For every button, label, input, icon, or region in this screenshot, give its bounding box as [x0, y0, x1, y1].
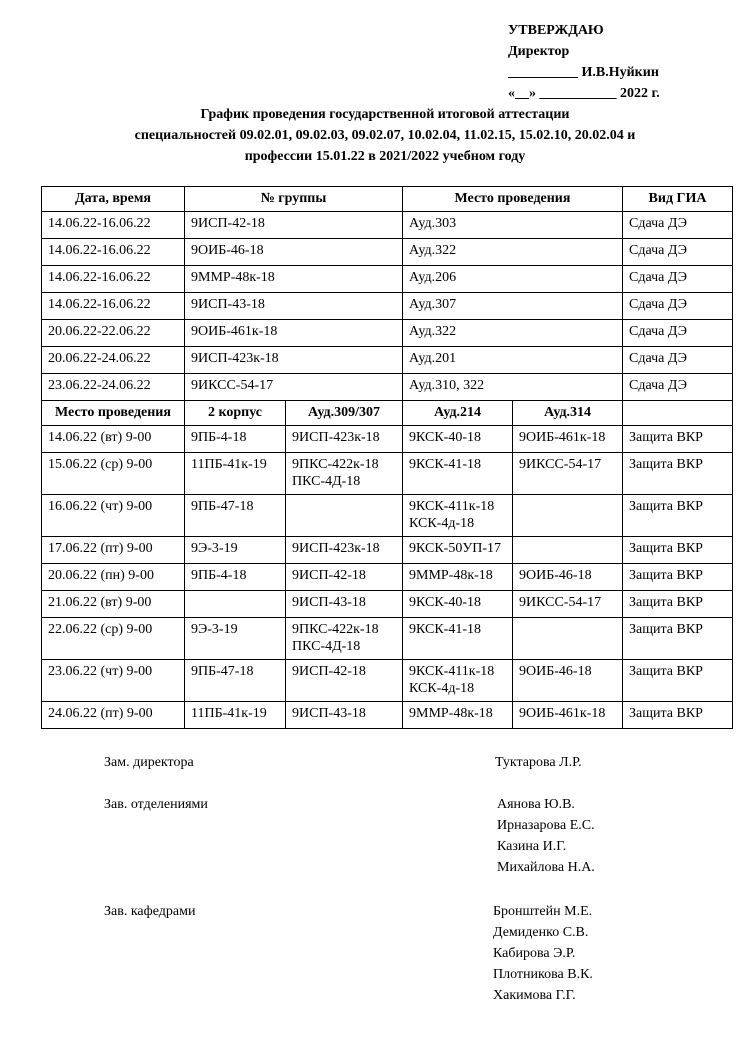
defense-table-body: [42, 401, 733, 729]
defense-type: Защита ВКР: [623, 453, 733, 495]
defense-row: [42, 660, 733, 702]
room-314-groups: [513, 702, 623, 729]
room-314-groups-line: 9ОИБ-461к-18: [519, 430, 606, 445]
exam-group: 9ИСП-423к-18: [185, 347, 403, 374]
building-2-groups: [185, 495, 286, 537]
dept-head-name: Ирназарова Е.С.: [497, 818, 595, 833]
exam-row: [42, 212, 733, 239]
exam-group: 9ОИБ-46-18: [185, 239, 403, 266]
deputy-name: Туктарова Л.Р.: [495, 755, 582, 770]
building-2-groups: [185, 537, 286, 564]
room-214-groups-line: 9КСК-50УП-17: [409, 541, 502, 556]
exam-type: Сдача ДЭ: [623, 374, 733, 401]
exam-row: [42, 374, 733, 401]
exam-group: 9ИСП-43-18: [185, 293, 403, 320]
exam-group: 9ИКСС-54-17: [185, 374, 403, 401]
defense-type: Защита ВКР: [623, 591, 733, 618]
room-309-groups-line: 9ИСП-423к-18: [292, 541, 380, 556]
building-2-groups-line: 11ПБ-41к-19: [191, 706, 267, 721]
approval-block: [508, 20, 738, 104]
exam-group: 9ИСП-42-18: [185, 212, 403, 239]
header-room-314: Ауд.314: [513, 401, 623, 426]
room-309-groups-line: 9ИСП-43-18: [292, 595, 366, 610]
exam-place: Ауд.322: [403, 239, 623, 266]
building-2-groups-line: 9ПБ-4-18: [191, 568, 247, 583]
exam-group: 9ММР-48к-18: [185, 266, 403, 293]
header-empty: [623, 401, 733, 426]
deputy-label: Зам. директора: [104, 755, 194, 770]
dept-head-name: Аянова Ю.В.: [497, 797, 575, 812]
building-2-groups: [185, 702, 286, 729]
room-314-groups-line: 9ИКСС-54-17: [519, 457, 602, 472]
exam-date: 14.06.22-16.06.22: [42, 293, 185, 320]
room-309-groups-line: ПКС-4Д-18: [292, 474, 361, 489]
exam-date: 23.06.22-24.06.22: [42, 374, 185, 401]
room-314-groups: [513, 537, 623, 564]
building-2-groups: [185, 618, 286, 660]
room-214-groups: [403, 495, 513, 537]
defense-row: [42, 495, 733, 537]
room-314-groups: [513, 591, 623, 618]
room-309-groups-line: 9ИСП-43-18: [292, 706, 366, 721]
defense-date: 24.06.22 (пт) 9-00: [42, 702, 185, 729]
title-line-3: профессии 15.01.22 в 2021/2022 учебном году: [244, 149, 526, 164]
room-314-groups-line: 9ОИБ-46-18: [519, 664, 592, 679]
room-214-groups: [403, 702, 513, 729]
room-309-groups-line: 9ИСП-423к-18: [292, 430, 380, 445]
defense-row: [42, 453, 733, 495]
defense-date: 23.06.22 (чт) 9-00: [42, 660, 185, 702]
room-214-groups-line: 9КСК-40-18: [409, 430, 481, 445]
building-2-groups: [185, 660, 286, 702]
room-214-groups: [403, 591, 513, 618]
approval-signature-line: __________ И.В.Нуйкин: [508, 65, 659, 80]
chairs-names: [493, 901, 593, 1006]
exam-type: Сдача ДЭ: [623, 347, 733, 374]
exam-place: Ауд.307: [403, 293, 623, 320]
room-309-groups: [286, 564, 403, 591]
building-2-groups: [185, 591, 286, 618]
room-214-groups-line: 9КСК-411к-18: [409, 664, 495, 679]
room-309-groups: [286, 660, 403, 702]
approval-date-line: «__» ___________ 2022 г.: [508, 86, 660, 101]
exam-type: Сдача ДЭ: [623, 266, 733, 293]
room-309-groups: [286, 453, 403, 495]
room-309-groups: [286, 537, 403, 564]
room-214-groups-line: КСК-4д-18: [409, 516, 475, 531]
depts-names: [497, 794, 595, 878]
building-2-groups: [185, 564, 286, 591]
exam-place: Ауд.206: [403, 266, 623, 293]
defense-date: 22.06.22 (ср) 9-00: [42, 618, 185, 660]
header-building: 2 корпус: [185, 401, 286, 426]
room-309-groups: [286, 591, 403, 618]
exam-row: [42, 239, 733, 266]
exam-date: 14.06.22-16.06.22: [42, 212, 185, 239]
defense-row: [42, 702, 733, 729]
exam-date: 20.06.22-24.06.22: [42, 347, 185, 374]
room-309-groups-line: 9ПКС-422к-18: [292, 457, 379, 472]
defense-type: Защита ВКР: [623, 426, 733, 453]
title-line-2: специальностей 09.02.01, 09.02.03, 09.02.07, 10.02.04, 11.02.15, 15.02.10, 20.02.04 и: [134, 128, 636, 143]
dept-head-name: Михайлова Н.А.: [497, 860, 595, 875]
room-314-groups: [513, 618, 623, 660]
room-314-groups-line: 9ОИБ-461к-18: [519, 706, 606, 721]
title-line-1: График проведения государственной итоговой аттестации: [200, 107, 570, 122]
defense-row: [42, 537, 733, 564]
defense-date: 16.06.22 (чт) 9-00: [42, 495, 185, 537]
building-2-groups: [185, 453, 286, 495]
defense-date: 21.06.22 (вт) 9-00: [42, 591, 185, 618]
deputy-names: [495, 752, 582, 773]
defense-type: Защита ВКР: [623, 564, 733, 591]
chairs-label: Зав. кафедрами: [104, 904, 196, 919]
room-309-groups-line: 9ПКС-422к-18: [292, 622, 379, 637]
exam-place: Ауд.310, 322: [403, 374, 623, 401]
exam-row: [42, 347, 733, 374]
defense-type: Защита ВКР: [623, 702, 733, 729]
chair-head-name: Хакимова Г.Г.: [493, 988, 576, 1003]
header-place: Место проведения: [42, 401, 185, 426]
room-314-groups: [513, 495, 623, 537]
room-214-groups-line: 9КСК-411к-18: [409, 499, 495, 514]
dept-head-name: Казина И.Г.: [497, 839, 567, 854]
defense-row: [42, 426, 733, 453]
defense-type: Защита ВКР: [623, 495, 733, 537]
defense-date: 20.06.22 (пн) 9-00: [42, 564, 185, 591]
chair-head-name: Бронштейн М.Е.: [493, 904, 593, 919]
exam-row: [42, 293, 733, 320]
defense-date: 17.06.22 (пт) 9-00: [42, 537, 185, 564]
exam-type: Сдача ДЭ: [623, 293, 733, 320]
room-309-groups: [286, 618, 403, 660]
room-214-groups: [403, 537, 513, 564]
exam-row: [42, 320, 733, 347]
room-214-groups-line: 9КСК-40-18: [409, 595, 481, 610]
defense-row: [42, 591, 733, 618]
header-room-214: Ауд.214: [403, 401, 513, 426]
exam-date: 14.06.22-16.06.22: [42, 266, 185, 293]
exam-place: Ауд.303: [403, 212, 623, 239]
header-place: Место проведения: [403, 187, 623, 212]
document-title: [40, 104, 730, 167]
header-date: Дата, время: [42, 187, 185, 212]
building-2-groups-line: 9ПБ-47-18: [191, 664, 254, 679]
room-214-groups: [403, 618, 513, 660]
exam-date: 14.06.22-16.06.22: [42, 239, 185, 266]
defense-table-header: [42, 401, 733, 426]
exam-place: Ауд.322: [403, 320, 623, 347]
room-314-groups-line: 9ОИБ-46-18: [519, 568, 592, 583]
building-2-groups-line: 9Э-3-19: [191, 541, 238, 556]
defense-type: Защита ВКР: [623, 660, 733, 702]
room-214-groups: [403, 453, 513, 495]
room-214-groups-line: КСК-4д-18: [409, 681, 475, 696]
chair-head-name: Кабирова Э.Р.: [493, 946, 576, 961]
exam-table-header: [42, 187, 733, 212]
room-314-groups: [513, 660, 623, 702]
approval-position: Директор: [508, 44, 570, 59]
header-type: Вид ГИА: [623, 187, 733, 212]
room-214-groups: [403, 426, 513, 453]
exam-place: Ауд.201: [403, 347, 623, 374]
defense-row: [42, 618, 733, 660]
exam-table-body: [42, 187, 733, 401]
exam-date: 20.06.22-22.06.22: [42, 320, 185, 347]
room-214-groups-line: 9КСК-41-18: [409, 457, 481, 472]
exam-row: [42, 266, 733, 293]
building-2-groups-line: 9Э-3-19: [191, 622, 238, 637]
room-214-groups-line: 9КСК-41-18: [409, 622, 481, 637]
approval-heading: УТВЕРЖДАЮ: [508, 23, 604, 38]
defense-type: Защита ВКР: [623, 618, 733, 660]
room-309-groups-line: 9ИСП-42-18: [292, 568, 366, 583]
exam-type: Сдача ДЭ: [623, 239, 733, 266]
building-2-groups-line: 9ПБ-47-18: [191, 499, 254, 514]
exam-type: Сдача ДЭ: [623, 320, 733, 347]
room-314-groups-line: 9ИКСС-54-17: [519, 595, 602, 610]
room-314-groups: [513, 426, 623, 453]
room-214-groups: [403, 660, 513, 702]
depts-label: Зав. отделениями: [104, 797, 208, 812]
room-309-groups: [286, 426, 403, 453]
header-group: № группы: [185, 187, 403, 212]
room-214-groups-line: 9ММР-48к-18: [409, 568, 493, 583]
building-2-groups: [185, 426, 286, 453]
building-2-groups-line: 11ПБ-41к-19: [191, 457, 267, 472]
room-309-groups-line: 9ИСП-42-18: [292, 664, 366, 679]
room-309-groups-line: ПКС-4Д-18: [292, 639, 361, 654]
room-309-groups: [286, 702, 403, 729]
schedule-table: [41, 186, 733, 729]
defense-date: 14.06.22 (вт) 9-00: [42, 426, 185, 453]
defense-type: Защита ВКР: [623, 537, 733, 564]
building-2-groups-line: 9ПБ-4-18: [191, 430, 247, 445]
room-214-groups-line: 9ММР-48к-18: [409, 706, 493, 721]
defense-row: [42, 564, 733, 591]
room-314-groups: [513, 564, 623, 591]
exam-group: 9ОИБ-461к-18: [185, 320, 403, 347]
defense-date: 15.06.22 (ср) 9-00: [42, 453, 185, 495]
room-214-groups: [403, 564, 513, 591]
room-314-groups: [513, 453, 623, 495]
room-309-groups: [286, 495, 403, 537]
exam-type: Сдача ДЭ: [623, 212, 733, 239]
chair-head-name: Демиденко С.В.: [493, 925, 589, 940]
header-room-309: Ауд.309/307: [286, 401, 403, 426]
chair-head-name: Плотникова В.К.: [493, 967, 593, 982]
